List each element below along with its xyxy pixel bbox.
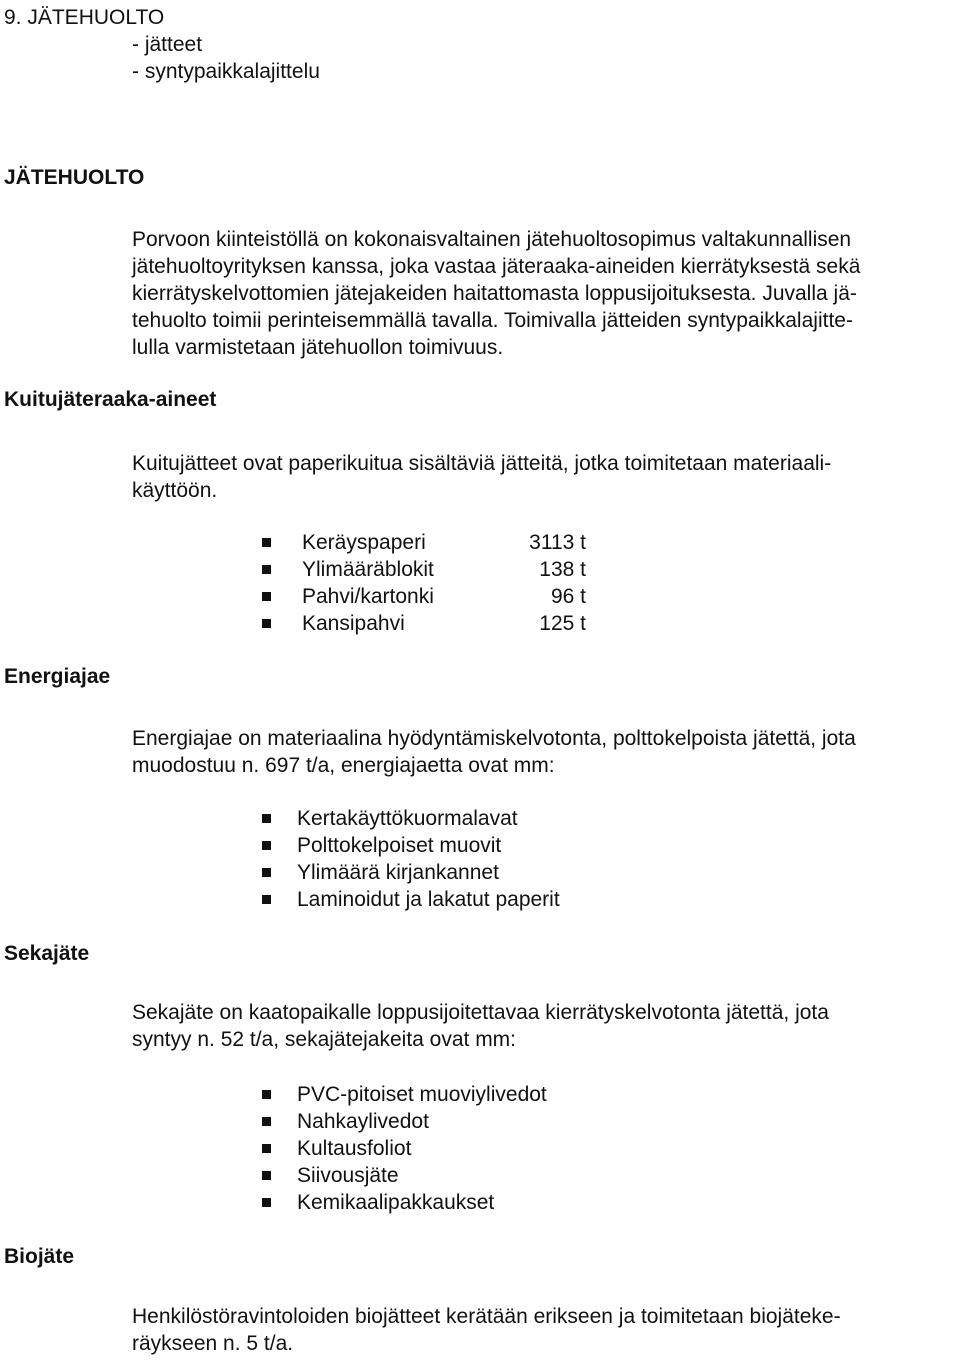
square-bullet-icon: [262, 1198, 271, 1207]
item-name: Nahkaylivedot: [297, 1110, 429, 1133]
square-bullet-icon: [262, 592, 271, 601]
square-bullet-icon: [262, 895, 271, 904]
chapter-subitem-sorting: - syntypaikkalajittelu: [132, 60, 320, 83]
seka-heading: Sekajäte: [4, 942, 90, 965]
intro-paragraph: [132, 226, 954, 361]
kuitu-line: Kuitujätteet ovat paperikuitua sisältäviä jätteitä, jotka toimitetaan materiaali-: [132, 452, 832, 475]
chapter-title: 9. JÄTEHUOLTO: [4, 6, 165, 29]
item-name: PVC-pitoiset muoviylivedot: [297, 1083, 547, 1106]
item-name: Polttokelpoiset muovit: [297, 834, 502, 857]
energia-line: muodostuu n. 697 t/a, energiajaetta ovat mm:: [132, 754, 555, 777]
energia-heading: Energiajae: [4, 665, 111, 688]
item-name: Pahvi/kartonki: [302, 585, 434, 608]
chapter-subitem-waste: - jätteet: [132, 33, 203, 56]
bio-heading: Biojäte: [4, 1245, 75, 1268]
kuitu-heading: Kuitujäteraaka-aineet: [4, 388, 217, 411]
bio-line: räykseen n. 5 t/a.: [132, 1332, 294, 1355]
square-bullet-icon: [262, 1117, 271, 1126]
item-name: Kansipahvi: [302, 612, 405, 635]
square-bullet-icon: [262, 1144, 271, 1153]
item-name: Ylimäärä kirjankannet: [297, 861, 499, 884]
intro-line: jätehuoltoyrityksen kanssa, joka vastaa jäteraaka-aineiden kierrätyksestä sekä: [132, 255, 861, 278]
bio-line: Henkilöstöravintoloiden biojätteet kerätään erikseen ja toimitetaan biojäteke-: [132, 1305, 841, 1328]
seka-paragraph: [132, 999, 954, 1053]
square-bullet-icon: [262, 619, 271, 628]
item-name: Keräyspaperi: [302, 531, 426, 554]
square-bullet-icon: [262, 1090, 271, 1099]
item-name: Kertakäyttökuormalavat: [297, 807, 518, 830]
intro-line: Porvoon kiinteistöllä on kokonaisvaltainen jätehuoltosopimus valtakunnallisen: [132, 228, 852, 251]
square-bullet-icon: [262, 868, 271, 877]
square-bullet-icon: [262, 1171, 271, 1180]
item-amount: 125 t: [539, 612, 586, 635]
kuitu-paragraph: [132, 450, 954, 504]
square-bullet-icon: [262, 814, 271, 823]
kuitu-line: käyttöön.: [132, 479, 218, 502]
item-amount: 138 t: [539, 558, 586, 581]
energia-line: Energiajae on materiaalina hyödyntämiskelvotonta, polttokelpoista jätettä, jota: [132, 727, 856, 750]
item-amount: 96 t: [550, 585, 586, 608]
intro-line: kierrätyskelvottomien jätejakeiden haitattomasta loppusijoituksesta. Juvalla jä-: [132, 282, 857, 305]
square-bullet-icon: [262, 841, 271, 850]
seka-line: syntyy n. 52 t/a, sekajätejakeita ovat mm:: [132, 1028, 517, 1051]
intro-line: lulla varmistetaan jätehuollon toimivuus.: [132, 336, 504, 359]
square-bullet-icon: [262, 565, 271, 574]
square-bullet-icon: [262, 538, 271, 547]
item-name: Laminoidut ja lakatut paperit: [297, 888, 560, 911]
item-amount: 3113 t: [529, 531, 586, 554]
item-name: Kultausfoliot: [297, 1137, 412, 1160]
item-name: Kemikaalipakkaukset: [297, 1191, 495, 1214]
item-name: Siivousjäte: [297, 1164, 399, 1187]
bio-paragraph: [132, 1303, 954, 1357]
section-heading: JÄTEHUOLTO: [4, 166, 145, 189]
intro-line: tehuolto toimii perinteisemmällä tavalla. Toimivalla jätteiden syntypaikkalajitte-: [132, 309, 853, 332]
item-name: Ylimääräblokit: [302, 558, 434, 581]
seka-line: Sekajäte on kaatopaikalle loppusijoitettavaa kierrätyskelvotonta jätettä, jota: [132, 1001, 829, 1024]
energia-paragraph: [132, 725, 954, 779]
